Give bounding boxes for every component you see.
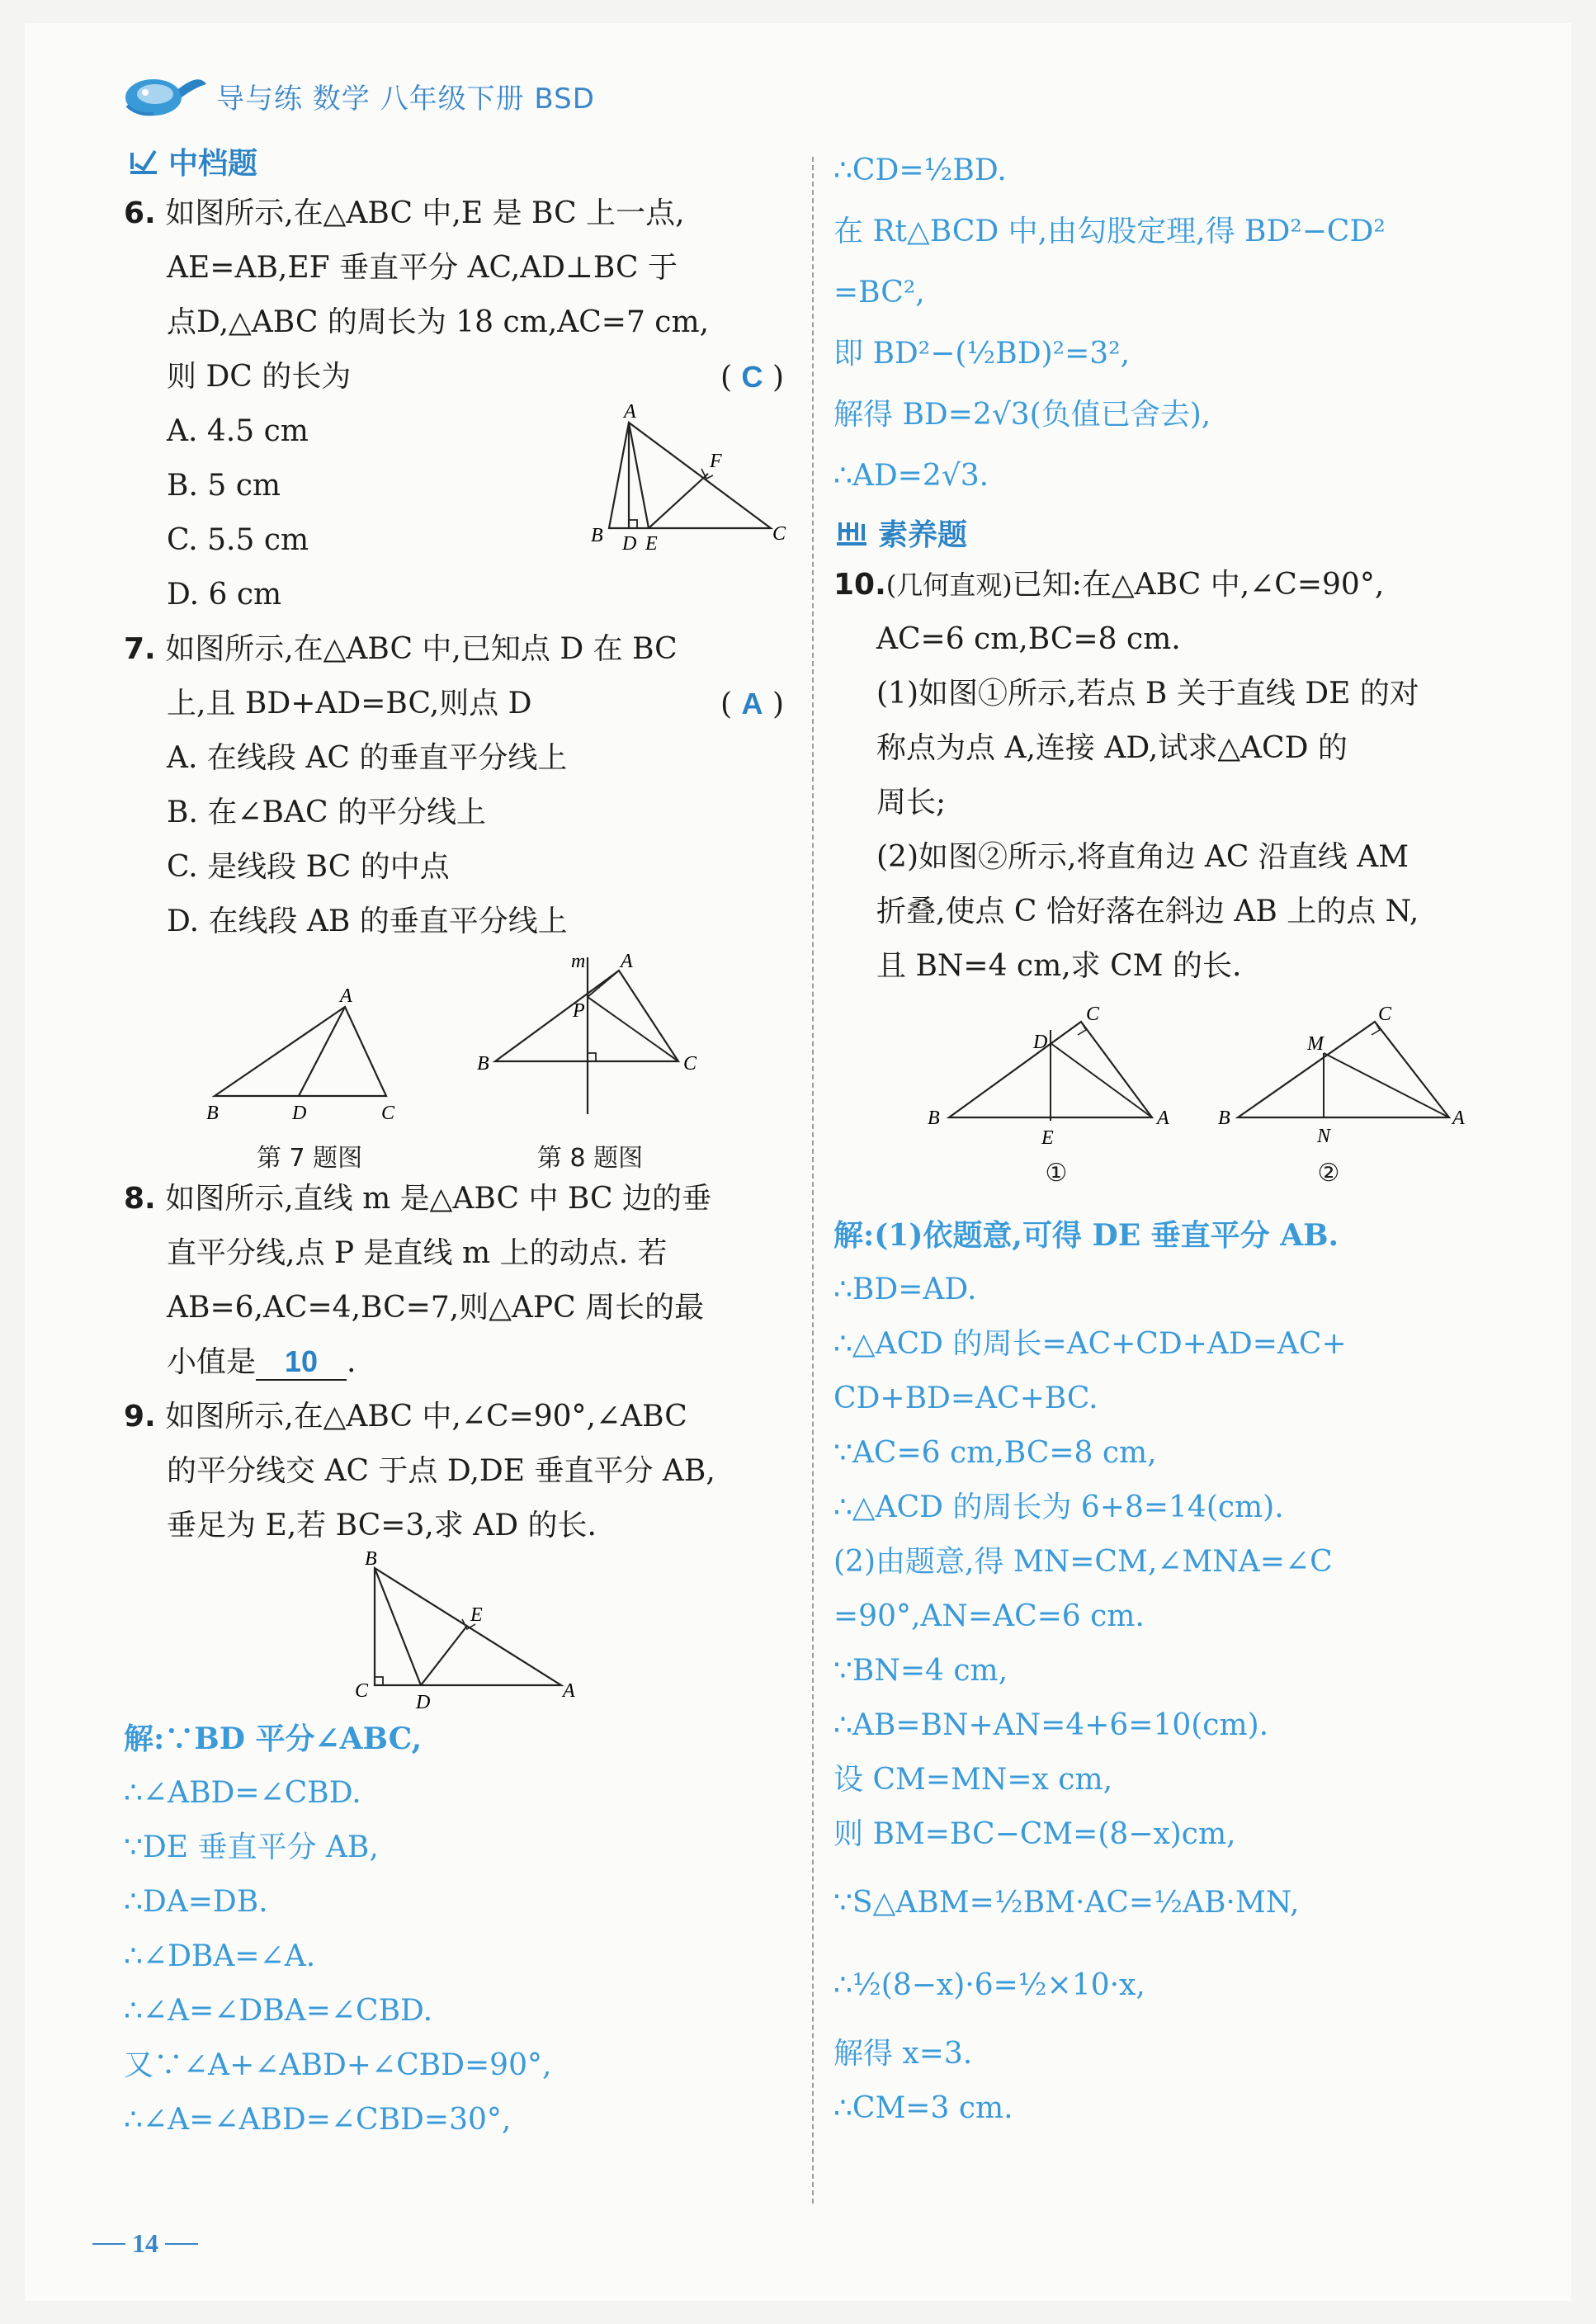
label-d: D (292, 1103, 307, 1124)
question-text: 如图所示,在△ABC 中,E 是 BC 上一点, (165, 196, 685, 230)
solution-line: 即 BD²−(½BD)²=3², (833, 337, 1131, 371)
solution-line: ∵DE 垂直平分 AB, (124, 1830, 379, 1864)
figure-10-2-caption: ② (1317, 1159, 1340, 1188)
solution-line: ∴DA=DB. (124, 1885, 268, 1919)
question-text: 称点为点 A,连接 AD,试求△ACD 的 (876, 731, 1348, 765)
page-number: 14 (92, 2228, 198, 2259)
right-column (833, 140, 1510, 2136)
solution-line: ∴∠ABD=∠CBD. (124, 1776, 361, 1810)
label-n: N (1317, 1126, 1331, 1147)
question-number: 7. (124, 632, 156, 666)
figure-7-caption: 第 7 题图 (256, 1144, 363, 1173)
question-text: 如图所示,在△ABC 中,已知点 D 在 BC (165, 632, 678, 666)
solution-line: 解:∵BD 平分∠ABC, (124, 1722, 423, 1756)
solution-line: ∴BD=AD. (833, 1273, 977, 1306)
solution-line: ∴½(8−x)·6=½×10·x, (833, 1968, 1145, 2002)
solution-10 (833, 1208, 1510, 2136)
question-tag: (几何直观) (885, 569, 1013, 601)
figure-q9 (347, 1548, 578, 1718)
option-d: D. 6 cm (167, 578, 282, 612)
question-text: 点D,△ABC 的周长为 18 cm,AC=7 cm, (167, 305, 710, 339)
label-d: D (416, 1692, 431, 1713)
label-m: m (571, 951, 586, 972)
question-text: 且 BN=4 cm,求 CM 的长. (876, 949, 1242, 983)
option-d: D. 在线段 AB 的垂直平分线上 (167, 905, 568, 938)
question-6 (124, 187, 784, 622)
label-c: C (355, 1680, 369, 1702)
section-title-medium: 中档题 (127, 140, 784, 182)
question-text: 直平分线,点 P 是直线 m 上的动点. 若 (167, 1236, 668, 1270)
question-8 (124, 1172, 784, 1390)
book-title: 导与练 数学 八年级下册 BSD (216, 83, 595, 116)
solution-line: 解得 x=3. (833, 2037, 973, 2071)
label-a: A (1452, 1108, 1465, 1129)
solution-line: ∴△ACD 的周长=AC+CD+AD=AC+ (833, 1327, 1347, 1361)
label-d: D (1033, 1032, 1048, 1053)
question-text: 则 DC 的长为 (167, 360, 352, 394)
label-a: A (624, 401, 636, 423)
question-number: 9. (124, 1400, 156, 1434)
solution-line: ∴AD=2√3. (833, 459, 989, 493)
column-divider (812, 157, 814, 2204)
label-a: A (340, 985, 352, 1007)
label-b: B (591, 525, 603, 546)
solution-line: ∴∠A=∠ABD=∠CBD=30°, (124, 2103, 512, 2137)
label-c: C (683, 1053, 697, 1075)
pen-check-icon (127, 144, 160, 177)
solution-9 (124, 1712, 784, 2147)
question-text: AC=6 cm,BC=8 cm. (876, 622, 1181, 656)
solution-line: 解得 BD=2√3(负值已舍去), (833, 398, 1211, 432)
solution-line: =90°,AN=AC=6 cm. (833, 1599, 1145, 1633)
label-e: E (470, 1604, 483, 1626)
label-e: E (645, 533, 658, 555)
label-b: B (365, 1548, 377, 1570)
solution-line: ∴△ACD 的周长为 6+8=14(cm). (833, 1490, 1284, 1524)
label-a: A (563, 1680, 575, 1702)
option-a: A. 在线段 AC 的垂直平分线上 (167, 741, 568, 775)
figures-7-8 (124, 949, 784, 1172)
label-c: C (1378, 1004, 1392, 1025)
answer-bracket: ( C ) (720, 360, 784, 394)
answer-choice: A (741, 687, 763, 720)
answer-blank: 10 (256, 1344, 347, 1381)
label-a: A (621, 951, 633, 972)
solution-line: ∴CM=3 cm. (833, 2091, 1013, 2125)
question-number: 6. (124, 196, 156, 230)
question-number: 10. (833, 568, 886, 602)
figure-q7 (198, 985, 413, 1124)
question-text: AB=6,AC=4,BC=7,则△APC 周长的最 (167, 1291, 705, 1325)
solution-line: ∴CD=½BD. (833, 154, 1007, 187)
question-text: 上,且 BD+AD=BC,则点 D (167, 687, 532, 720)
option-c: C. 是线段 BC 的中点 (167, 850, 450, 884)
option-b: B. 在∠BAC 的平分线上 (167, 796, 486, 829)
question-text: 如图所示,在△ABC 中,∠C=90°,∠ABC (165, 1400, 687, 1434)
option-a: A. 4.5 cm (167, 414, 309, 448)
label-d: D (622, 533, 637, 555)
solution-9-continued (833, 140, 1510, 507)
solution-line: 又∵∠A+∠ABD+∠CBD=90°, (124, 2048, 552, 2082)
solution-line: CD+BD=AC+BC. (833, 1382, 1098, 1415)
label-b: B (477, 1053, 489, 1075)
figures-10 (833, 994, 1510, 1208)
label-b: B (206, 1103, 219, 1124)
label-f: F (710, 451, 722, 472)
solution-line: ∵S△ABM=½BM·AC=½AB·MN, (833, 1886, 1300, 1920)
solution-line: (2)由题意,得 MN=CM,∠MNA=∠C (833, 1545, 1333, 1579)
solution-line: =BC², (833, 276, 925, 309)
solution-line: 解:(1)依题意,可得 DE 垂直平分 AB. (833, 1218, 1339, 1253)
option-b: B. 5 cm (167, 469, 281, 503)
label-c: C (772, 523, 786, 545)
question-number: 8. (124, 1182, 156, 1216)
figure-q10-1 (924, 1005, 1172, 1154)
left-column (124, 140, 784, 2147)
question-10 (833, 558, 1510, 994)
label-p: P (573, 1000, 585, 1022)
label-e: E (1041, 1127, 1054, 1149)
label-b: B (928, 1108, 940, 1129)
solution-line: ∵BN=4 cm, (833, 1654, 1008, 1688)
answer-choice: C (741, 360, 763, 394)
question-text: (2)如图②所示,将直角边 AC 沿直线 AM (876, 840, 1409, 874)
question-text: 的平分线交 AC 于点 D,DE 垂直平分 AB, (167, 1454, 715, 1488)
question-text: 已知:在△ABC 中,∠C=90°, (1012, 568, 1385, 602)
solution-line: ∴AB=BN+AN=4+6=10(cm). (833, 1708, 1269, 1742)
question-text: . (347, 1345, 357, 1379)
solution-line: ∴∠A=∠DBA=∠CBD. (124, 1994, 433, 2028)
question-text: (1)如图①所示,若点 B 关于直线 DE 的对 (876, 677, 1419, 711)
solution-line: ∵AC=6 cm,BC=8 cm, (833, 1436, 1157, 1470)
label-b: B (1218, 1108, 1230, 1129)
question-9 (124, 1390, 784, 1553)
figure-q10-2 (1213, 1005, 1469, 1154)
literacy-icon (833, 516, 870, 549)
question-text: 小值是 (167, 1345, 257, 1379)
solution-line: 则 BM=BC−CM=(8−x)cm, (833, 1817, 1236, 1851)
solution-line: 设 CM=MN=x cm, (833, 1763, 1113, 1797)
label-m: M (1307, 1033, 1324, 1055)
question-text: AE=AB,EF 垂直平分 AC,AD⊥BC 于 (167, 251, 678, 285)
answer-bracket: ( A ) (720, 687, 784, 721)
section-title-literacy: 素养题 (833, 512, 1510, 553)
solution-line: ∴∠DBA=∠A. (124, 1939, 316, 1973)
bird-logo-icon (120, 64, 211, 122)
figure-q8 (470, 949, 718, 1131)
question-7 (124, 622, 784, 949)
figure-q6 (586, 401, 786, 555)
label-c: C (1086, 1004, 1100, 1025)
solution-line: 在 Rt△BCD 中,由勾股定理,得 BD²−CD² (833, 215, 1386, 248)
figure-8-caption: 第 8 题图 (536, 1144, 644, 1173)
figure-10-1-caption: ① (1045, 1159, 1068, 1188)
question-text: 垂足为 E,若 BC=3,求 AD 的长. (167, 1509, 597, 1542)
label-a: A (1157, 1108, 1169, 1129)
question-text: 周长; (876, 786, 947, 820)
question-text: 如图所示,直线 m 是△ABC 中 BC 边的垂 (165, 1182, 712, 1216)
label-c: C (381, 1103, 395, 1124)
question-text: 折叠,使点 C 恰好落在斜边 AB 上的点 N, (876, 895, 1419, 928)
option-c: C. 5.5 cm (167, 523, 309, 557)
